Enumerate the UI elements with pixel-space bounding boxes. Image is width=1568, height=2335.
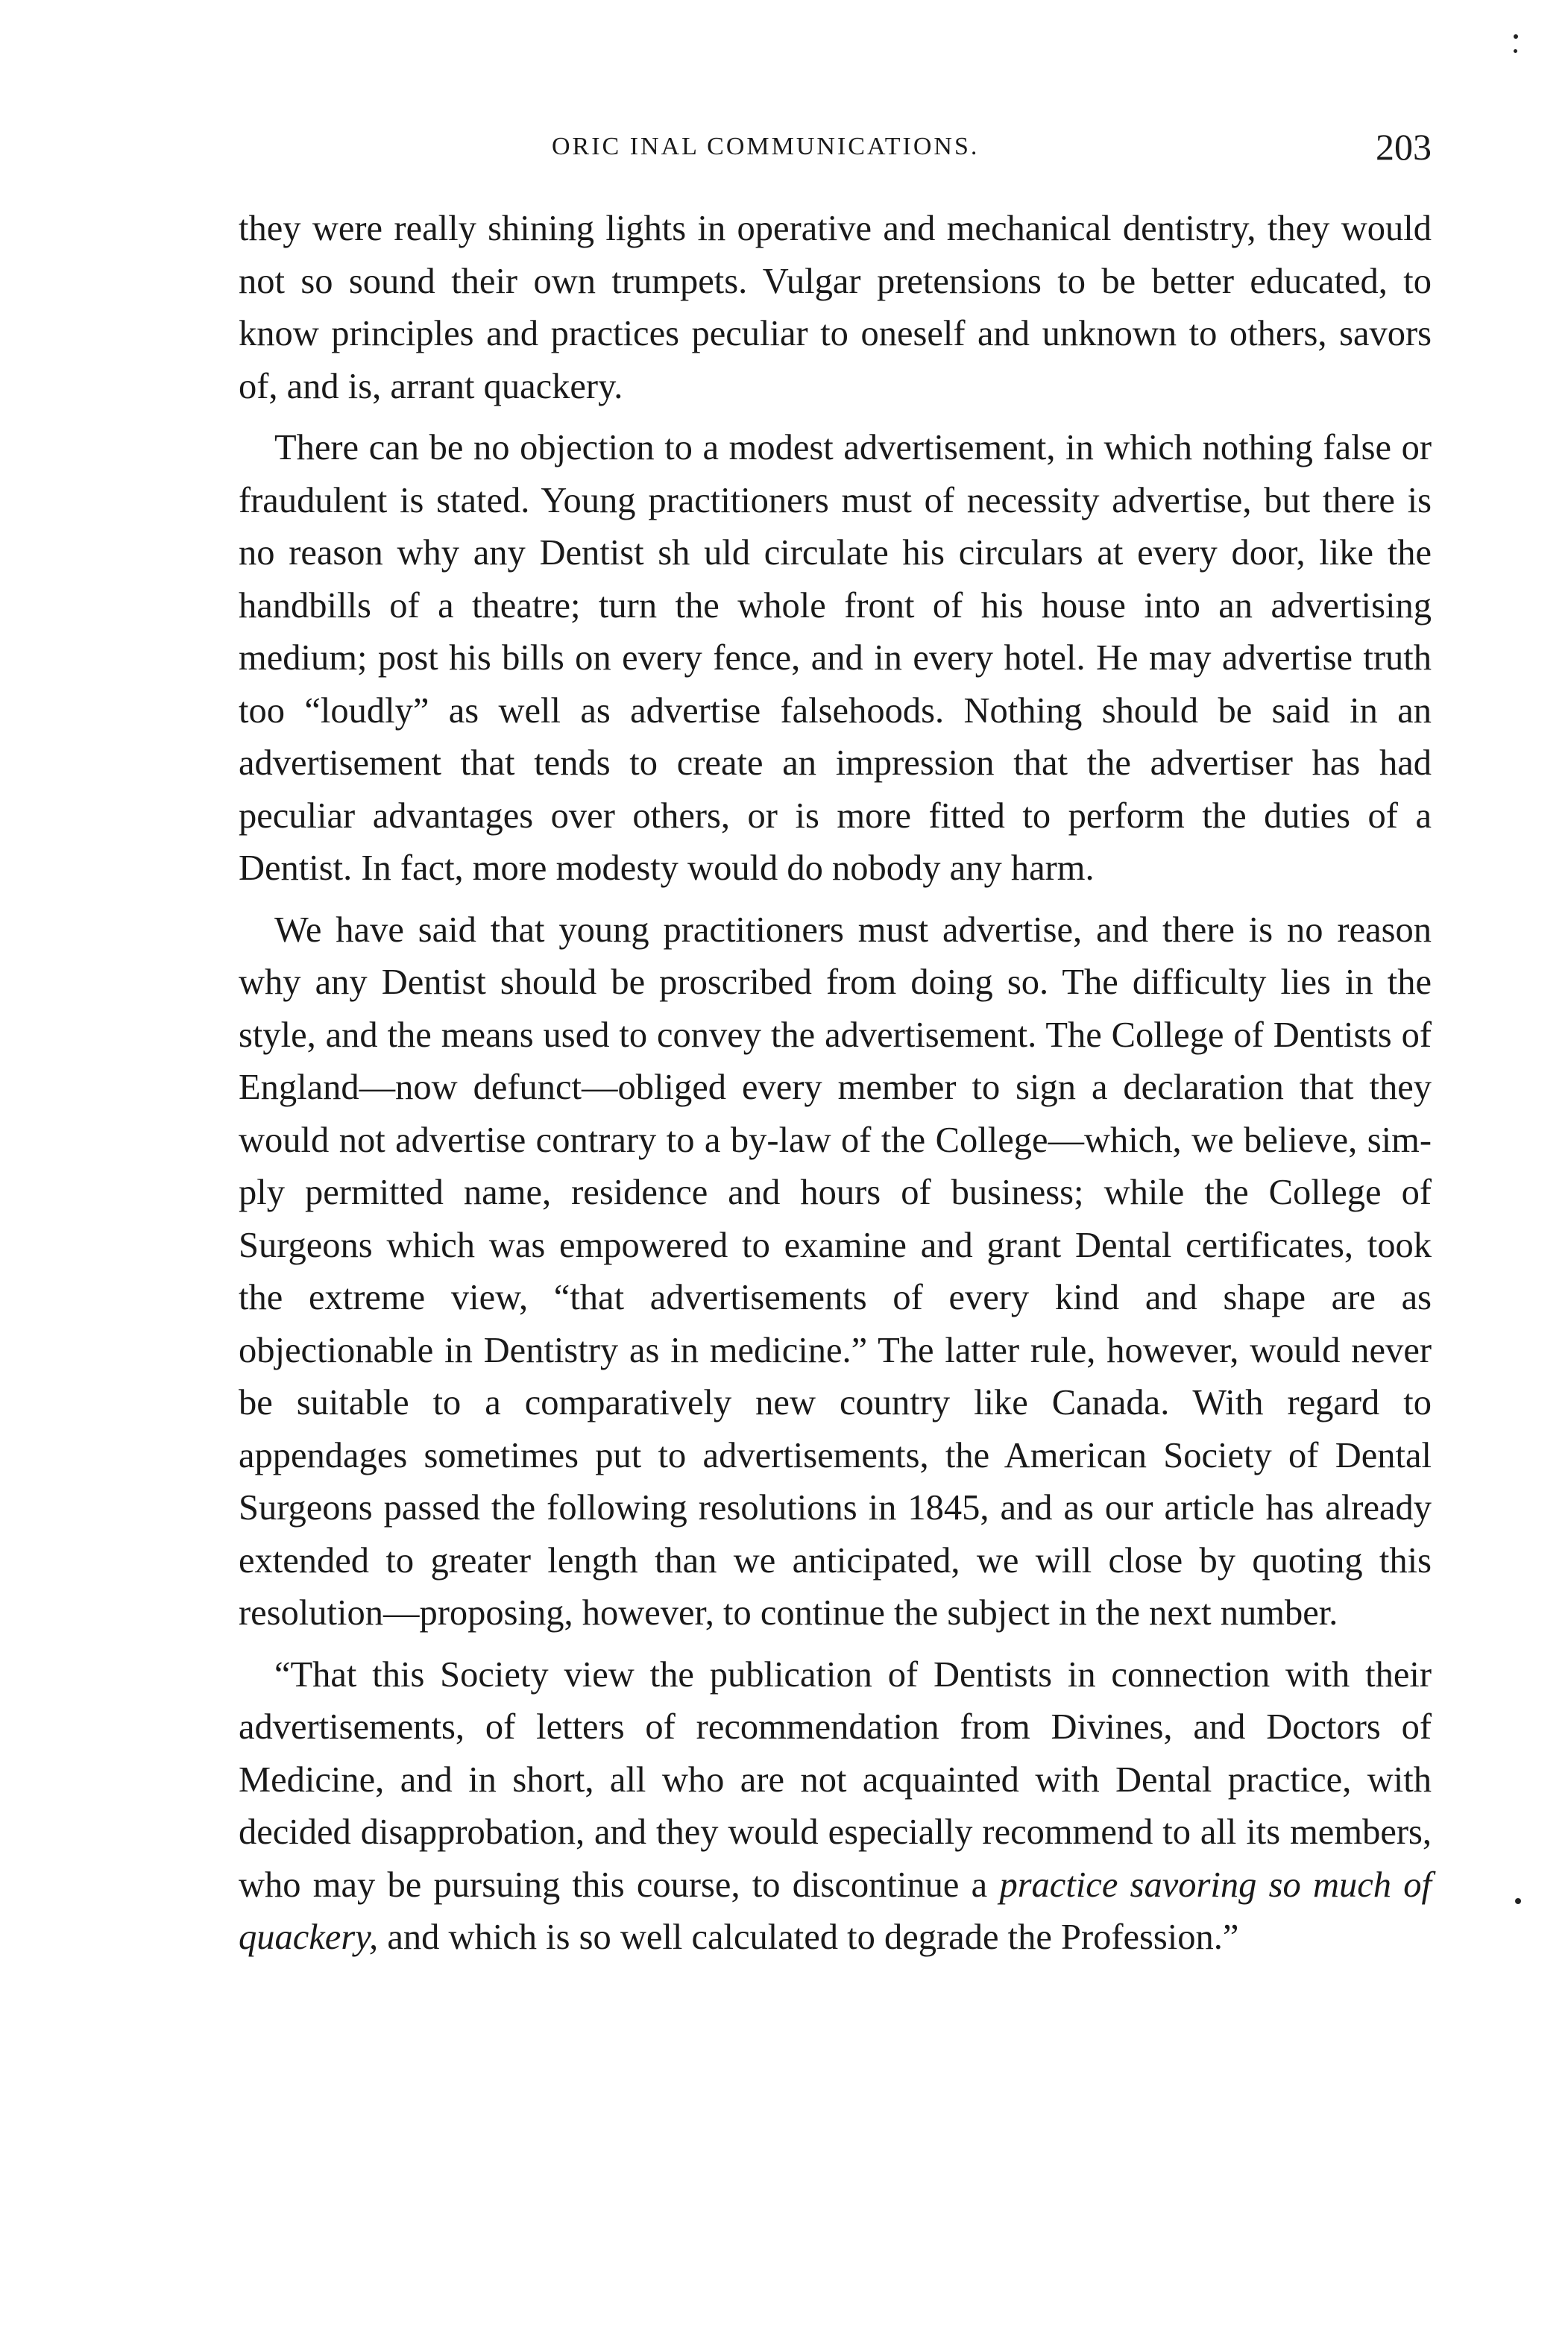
running-head: [239, 125, 1432, 170]
paragraph: We have said that young practitioners must advertise, and there is no reason why any Dentist should be proscribed from doing so. The difficulty lies in the style, and the means used to convey the advertisement. The College of Dentists of England—now defunct—obliged every member to sign a declaration that they would not advertise contrary to a by-law of the College—which, we believe, simply permitted name, residence and hours of business; while the College of Surgeons which was empowered to examine and grant Dental certificates, took the extreme view, “that advertisements of every kind and shape are as objectionable in Dentistry as in medicine.” The latter rule, however, would never be suitable to a comparatively new country like Canada. With regard to appendages sometimes put to advertisements, the American Society of Dental Surgeons passed the following resolutions in 1845, and as our article has already extended to greater length than we anticipated, we will close by quoting this resolution—proposing, however, to continue the subject in the next number.: [239, 910, 1432, 1633]
paragraph: they were really shining lights in operative and mechanical dentistry, they would not so sound their own trumpets. Vulgar pretensions to be better educated, to know principles and practices peculiar to oneself and unknown to others, savors of, and is, arrant quackery.: [239, 209, 1432, 406]
quote-text: “That this Society view the publication of Dentists in connection with their advertisements, of letters of recommendation from Divines, and Doctors of Medicine, and in short, all who are not acquainted with Dental practice, with decided disapprobation, and they would especially recommend to all its members, who may be pursuing this course, to discontinue a: [239, 1654, 1432, 1905]
margin-bullet: [1515, 1898, 1521, 1904]
quoted-resolution: [239, 1649, 1432, 1964]
margin-speck: [1514, 34, 1518, 39]
quote-text-end: and which is so well calculated to degrade the Profession.”: [378, 1918, 1239, 1957]
quote-emphasis: practice savoring so much of quackery,: [239, 1865, 1432, 1957]
paragraph: There can be no objection to a modest advertisement, in which nothing false or fraudulent is stated. Young practitioners must of necessity advertise, but there is no reason why any Dentist sh uld circulate his circulars at every door, like the handbills of a theatre; turn the whole front of his house into an advertising medium; post his bills on every fence, and in every hotel. He may advertise truth too “loudly” as well as advertise falsehoods. Nothing should be said in an advertisement that tends to create an impression that the advertiser has had peculiar advantages over others, or is more fitted to perform the duties of a Dentist. In fact, more modesty would do nobody any harm.: [239, 428, 1432, 888]
page-number: 203: [1376, 126, 1432, 168]
body-text: [239, 203, 1432, 1973]
running-title: ORIC INAL COMMUNICATIONS.: [552, 133, 980, 160]
margin-speck: [1514, 49, 1517, 53]
